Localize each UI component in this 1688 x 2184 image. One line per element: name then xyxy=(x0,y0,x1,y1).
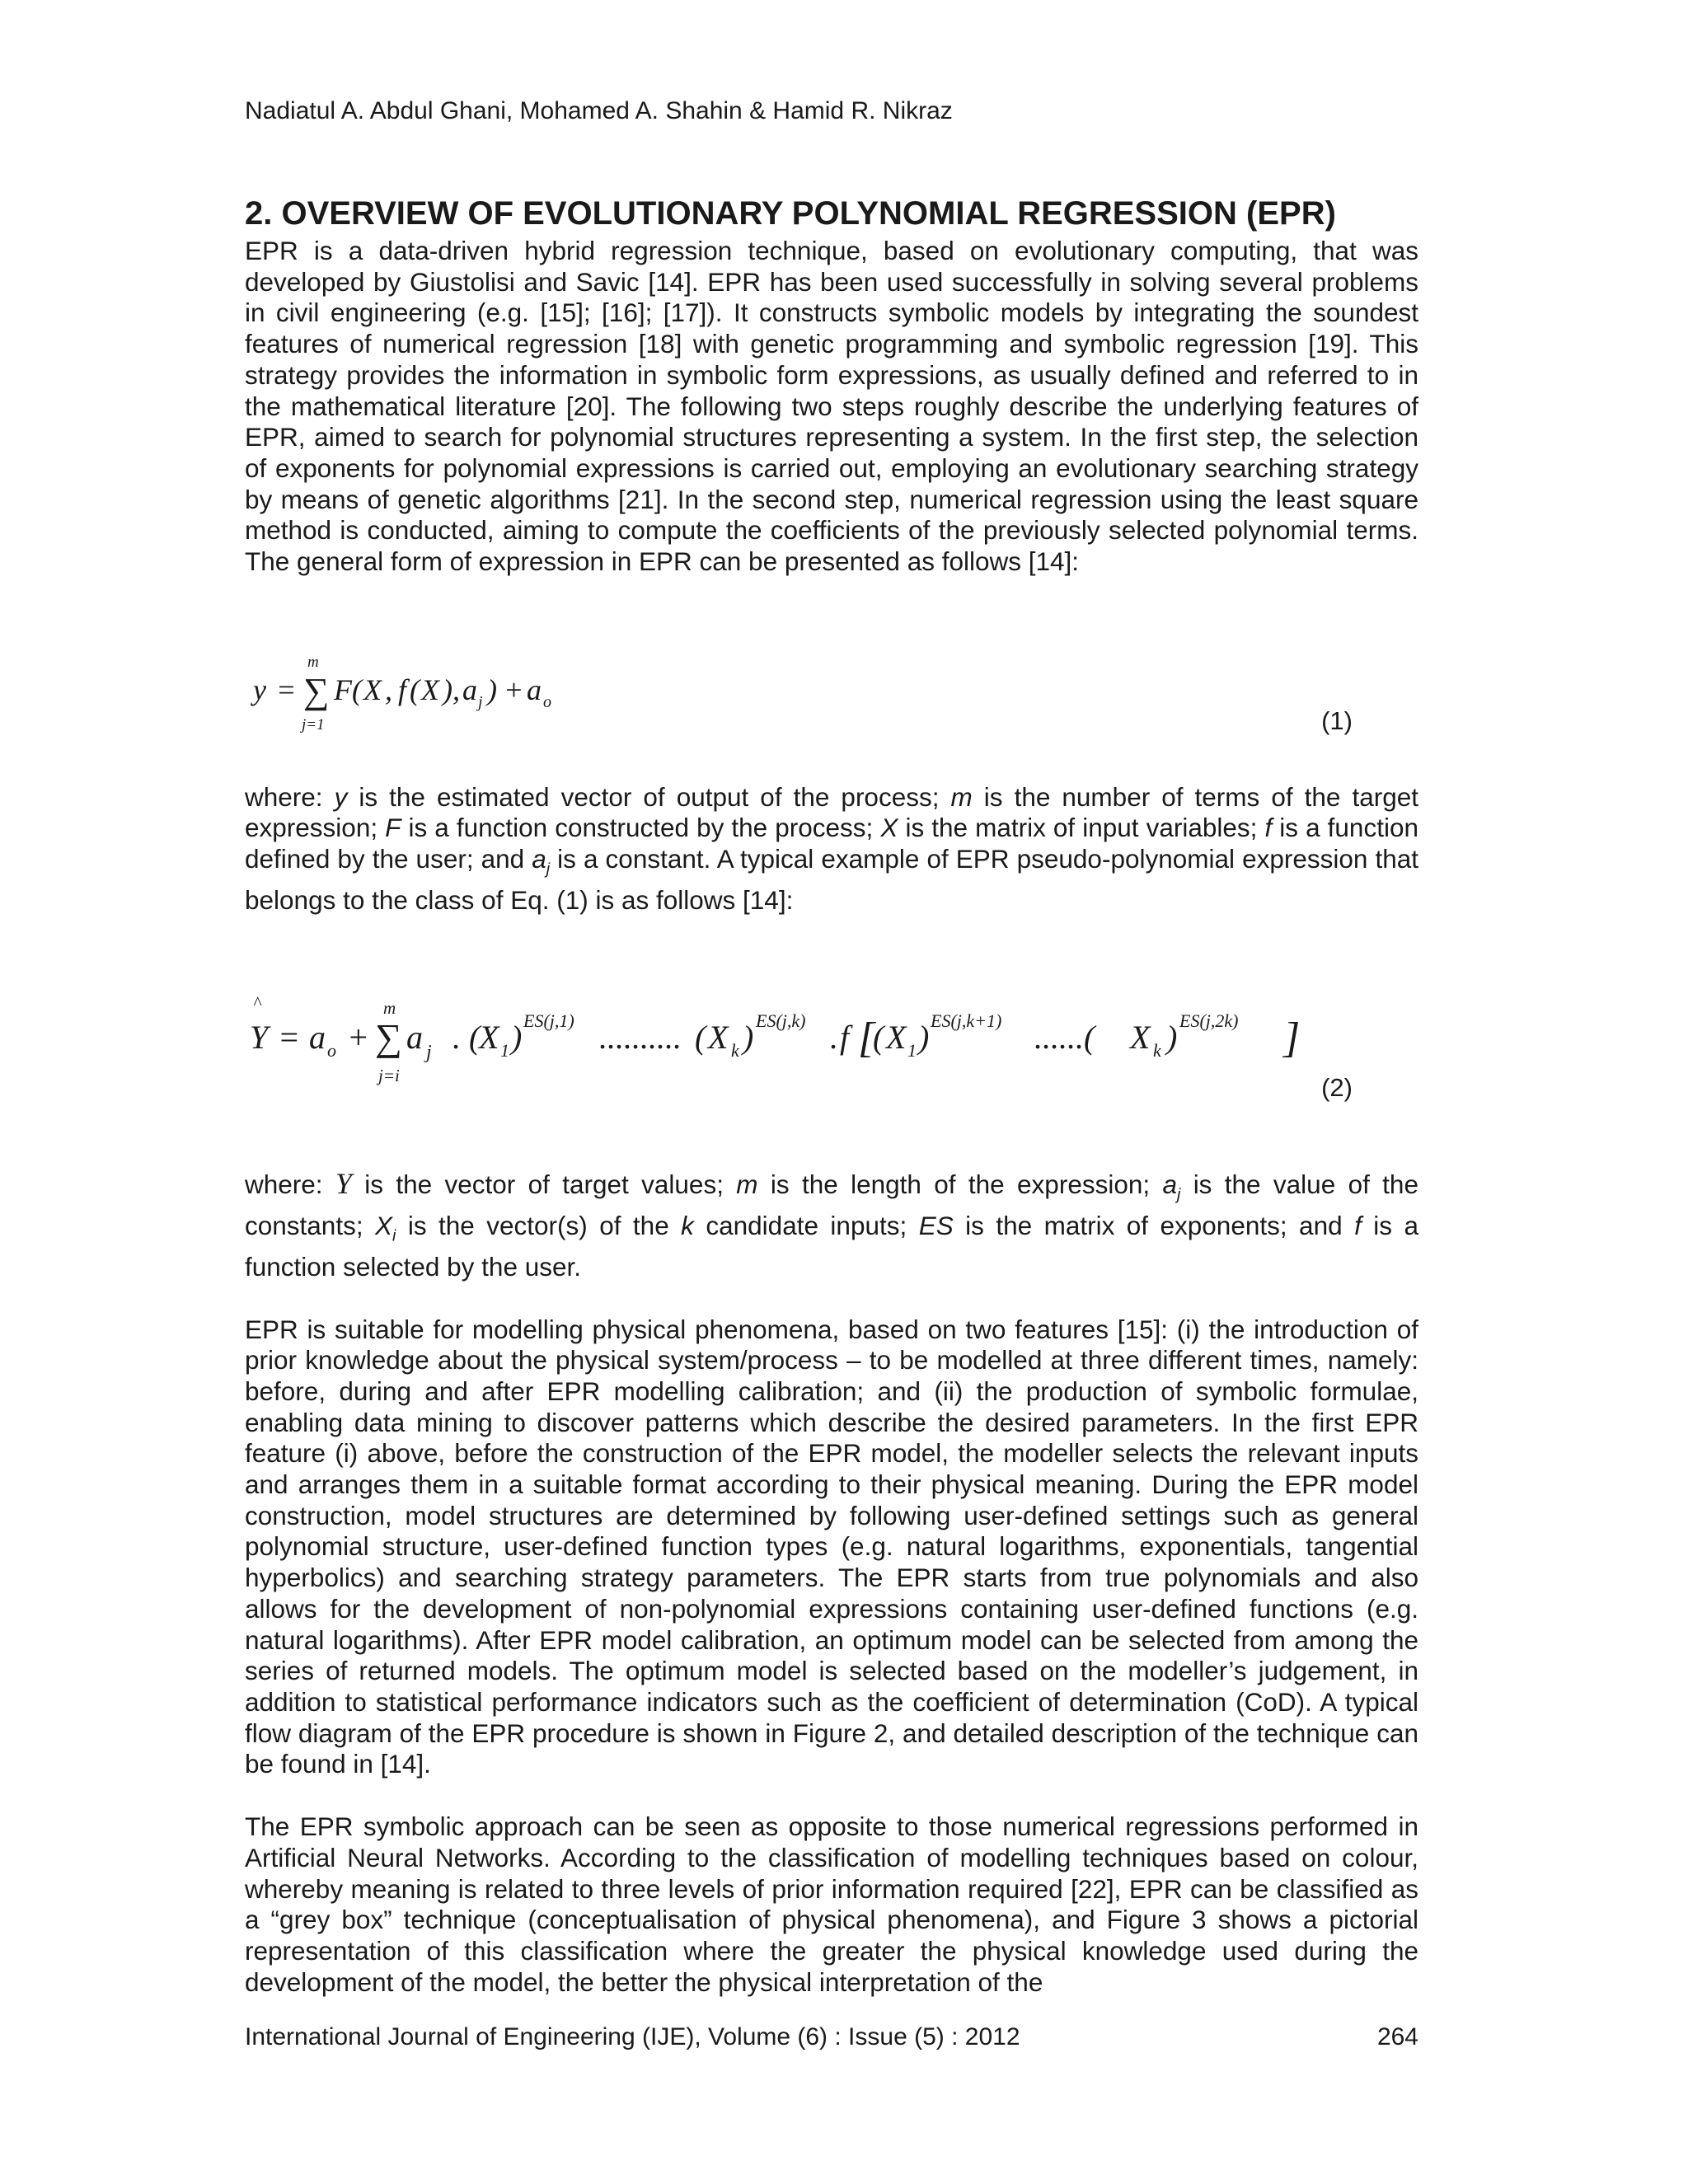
page-number: 264 xyxy=(1376,2023,1418,2050)
footer-journal: International Journal of Engineering (IJE), Volume (6) : Issue (5) : 2012 xyxy=(245,2023,1020,2050)
svg-text:k: k xyxy=(1153,1039,1161,1061)
svg-text:=: = xyxy=(276,673,297,706)
svg-text:): ) xyxy=(511,1018,523,1056)
svg-text:): ) xyxy=(487,673,497,706)
svg-text:): ) xyxy=(1166,1018,1178,1056)
svg-text:a: a xyxy=(462,673,477,706)
svg-text:Y: Y xyxy=(250,1018,269,1056)
svg-text:∑: ∑ xyxy=(375,1015,402,1058)
svg-text:a: a xyxy=(309,1018,326,1056)
svg-text:j: j xyxy=(426,1041,432,1063)
svg-text:(: ( xyxy=(352,673,362,706)
equation-1-formula xyxy=(245,627,1418,751)
page-footer xyxy=(245,2023,1418,2051)
svg-text:y: y xyxy=(253,673,266,706)
svg-text:^: ^ xyxy=(253,991,261,1013)
equation-1 xyxy=(245,627,1418,751)
svg-text:1: 1 xyxy=(500,1039,509,1061)
svg-text:,: , xyxy=(385,673,392,706)
svg-text:∑: ∑ xyxy=(303,670,330,711)
svg-text:k: k xyxy=(731,1039,739,1061)
svg-text:F: F xyxy=(334,673,352,706)
equation-1-number: (1) xyxy=(1321,705,1353,735)
svg-text:ES(j,k+1): ES(j,k+1) xyxy=(931,1010,1002,1031)
svg-text:j=1: j=1 xyxy=(302,715,325,733)
svg-text:j: j xyxy=(478,692,483,711)
svg-text:a: a xyxy=(406,1018,423,1056)
equation-2-number: (2) xyxy=(1321,1072,1353,1102)
svg-text:ES(j,1): ES(j,1) xyxy=(523,1010,574,1031)
svg-text:),: ), xyxy=(443,673,460,706)
svg-text:j=i: j=i xyxy=(378,1065,400,1085)
equation-2 xyxy=(245,981,1418,1129)
svg-text:X: X xyxy=(479,1018,499,1056)
svg-text:.: . xyxy=(830,1018,838,1056)
svg-text:ES(j,k): ES(j,k) xyxy=(756,1010,806,1031)
svg-text:(: ( xyxy=(695,1018,706,1056)
svg-text:X: X xyxy=(363,673,382,706)
svg-text:1: 1 xyxy=(907,1039,917,1061)
svg-text:): ) xyxy=(743,1018,754,1056)
paragraph-3: EPR is suitable for modelling physical phenomena, based on two features [15]: (i) the introduction of prior knowledge about the physical system/process – to be modelled at three different times, namely: before, during and after EPR modelling calibration; and (ii) the production of symbolic formulae, enabling data mining to discover patterns which describe the desired parameters. In the first EPR feature (i) above, before the construction of the EPR model, the modeller selects the relevant inputs and arranges them in a suitable format according to their physical meaning. During the EPR model construction, model structures are determined by following user-defined settings such as general polynomial structure, user-defined function types (e.g. natural logarithms, exponentials, tangential hyperbolics) and searching strategy parameters. The EPR starts from true polynomials and also allows for the development of non-polynomial expressions containing user-defined functions (e.g. natural logarithms). After EPR model calibration, an optimum model can be selected from among the series of returned models. The optimum model is selected based on the modeller’s judgement, in addition to statistical performance indicators such as the coefficient of determination (CoD). A typical flow diagram of the EPR procedure is shown in Figure 2, and detailed description of the technique can be found in [14]. xyxy=(245,1314,1418,1779)
svg-text:m: m xyxy=(307,653,319,671)
svg-text:+: + xyxy=(347,1018,369,1056)
svg-text:X: X xyxy=(708,1018,729,1056)
section-title: 2. OVERVIEW OF EVOLUTIONARY POLYNOMIAL REGRESSION (EPR) xyxy=(245,195,1336,232)
svg-text:]: ] xyxy=(1283,1014,1301,1062)
paragraph-where-1: where: y is the estimated vector of output of the process; m is the number of terms of the target expression; F is a function constructed by the process; X is the matrix of input variables; f is a function defined by the user; and $a_j$ is a constant. A typical example of EPR pseudo-polynomial expression that belongs to the class of Eq. (1) is as follows [14]: xyxy=(245,781,1418,916)
svg-text:=: = xyxy=(278,1018,300,1056)
svg-text:f: f xyxy=(840,1018,850,1056)
running-head: Nadiatul A. Abdul Ghani, Mohamed A. Shahin & Hamid R. Nikraz xyxy=(245,97,953,124)
paragraph-1: EPR is a data-driven hybrid regression technique, based on evolutionary computing, that was developed by Giustolisi and Savic [14]. EPR has been used successfully in solving several problems in civil engineering (e.g. [15]; [16]; [17]). It constructs symbolic models by integrating the soundest features of numerical regression [18] with genetic programming and symbolic regression [19]. This strategy provides the information in symbolic form expressions, as usually defined and referred to in the mathematical literature [20]. The following two steps roughly describe the underlying features of EPR, aimed to search for polynomial structures representing a system. In the first step, the selection of exponents for polynomial expressions is carried out, employing an evolutionary searching strategy by means of genetic algorithms [21]. In the second step, numerical regression using the least square method is conducted, aiming to compute the coefficients of the previously selected polynomial terms. The general form of expression in EPR can be presented as follows [14]: xyxy=(245,236,1418,577)
svg-text:): ) xyxy=(918,1018,930,1056)
svg-text:X: X xyxy=(1130,1018,1151,1056)
svg-text:f: f xyxy=(398,673,407,706)
svg-text:a: a xyxy=(527,673,542,706)
svg-text:+: + xyxy=(504,673,524,706)
svg-text:(: ( xyxy=(410,673,420,706)
svg-text:ES(j,2k): ES(j,2k) xyxy=(1179,1010,1239,1031)
svg-text:o: o xyxy=(327,1039,336,1061)
paragraph-where-2: where: Y is the vector of target values; m is the length of the expression; $a_j$ is the value of the constants; $X_i$ is the vector(s) of the k candidate inputs; ES is the matrix of exponents; and f is a function selected by the user. xyxy=(245,1166,1418,1282)
equation-2-formula xyxy=(245,981,1418,1129)
svg-text:(: ( xyxy=(873,1018,884,1056)
svg-text:. (: . ( xyxy=(452,1018,481,1056)
svg-text:..........: .......... xyxy=(599,1018,682,1056)
svg-text:......(: ......( xyxy=(1034,1018,1095,1056)
section xyxy=(245,194,1418,1998)
svg-text:X: X xyxy=(886,1018,907,1056)
svg-text:o: o xyxy=(543,692,551,711)
paragraph-4: The EPR symbolic approach can be seen as opposite to those numerical regressions performed in Artificial Neural Networks. According to the classification of modelling techniques based on colour, whereby meaning is related to three levels of prior information required [22], EPR can be classified as a “grey box” technique (conceptualisation of physical phenomena), and Figure 3 shows a pictorial representation of this classification where the greater the physical knowledge used during the development of the model, the better the physical interpretation of the xyxy=(245,1811,1418,1997)
svg-text:m: m xyxy=(383,997,396,1018)
svg-text:[: [ xyxy=(858,1014,875,1062)
svg-text:X: X xyxy=(421,673,439,706)
